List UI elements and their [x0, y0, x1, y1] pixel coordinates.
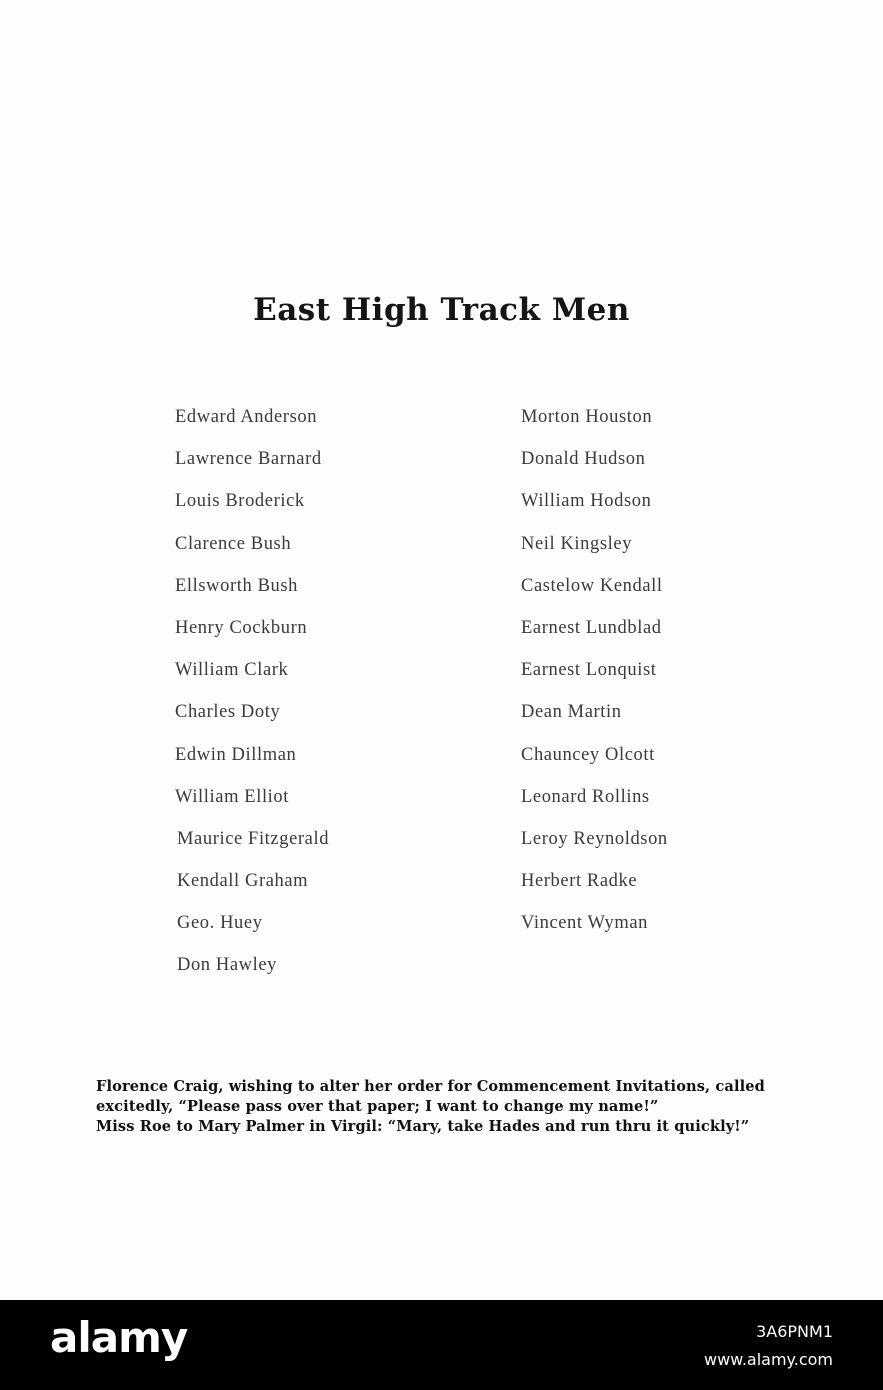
name-item: Clarence Bush: [175, 533, 292, 554]
name-item: Charles Doty: [175, 702, 281, 723]
name-item: Ellsworth Bush: [175, 575, 299, 596]
anecdote-text: Florence Craig, wishing to alter her order for Commencement Invitations, called excitedly, “Please pass over that paper; I want to change my name!”: [96, 1078, 765, 1115]
name-item: Herbert Radke: [521, 871, 638, 892]
name-item: Morton Houston: [521, 407, 653, 427]
name-item: Earnest Lundblad: [521, 617, 662, 638]
name-item: Henry Cockburn: [175, 617, 308, 638]
page-title: East High Track Men: [253, 292, 630, 328]
name-item: William Clark: [175, 660, 289, 681]
name-item: Edwin Dillman: [175, 744, 297, 765]
name-item: William Hodson: [521, 491, 652, 512]
name-item: William Elliot: [175, 786, 290, 807]
anecdote-notes: [96, 1077, 776, 1137]
name-item: Edward Anderson: [175, 407, 318, 427]
name-item: Dean Martin: [521, 702, 622, 723]
name-item: Leonard Rollins: [521, 786, 650, 807]
names-right-column: [521, 400, 668, 948]
brand-logo: alamy: [50, 1313, 188, 1362]
name-item: Donald Hudson: [521, 449, 646, 470]
names-left-column: [175, 400, 329, 991]
name-item: Louis Broderick: [175, 491, 305, 512]
watermark-bar: [0, 1300, 883, 1390]
name-item: Kendall Graham: [177, 871, 309, 892]
name-item: Earnest Lonquist: [521, 660, 657, 681]
name-item: Leroy Reynoldson: [521, 828, 668, 849]
name-item: Maurice Fitzgerald: [177, 828, 330, 849]
name-item: Chauncey Olcott: [521, 744, 655, 765]
name-item: Don Hawley: [177, 955, 278, 976]
site-url: www.alamy.com: [704, 1350, 833, 1369]
name-item: Neil Kingsley: [521, 533, 633, 554]
anecdote-text: Miss Roe to Mary Palmer in Virgil: “Mary, take Hades and run thru it quickly!”: [96, 1118, 750, 1135]
image-id: 3A6PNM1: [756, 1322, 833, 1341]
name-item: Lawrence Barnard: [175, 449, 322, 470]
name-item: Castelow Kendall: [521, 575, 663, 596]
name-item: Vincent Wyman: [521, 913, 648, 934]
name-item: Geo. Huey: [177, 913, 263, 934]
